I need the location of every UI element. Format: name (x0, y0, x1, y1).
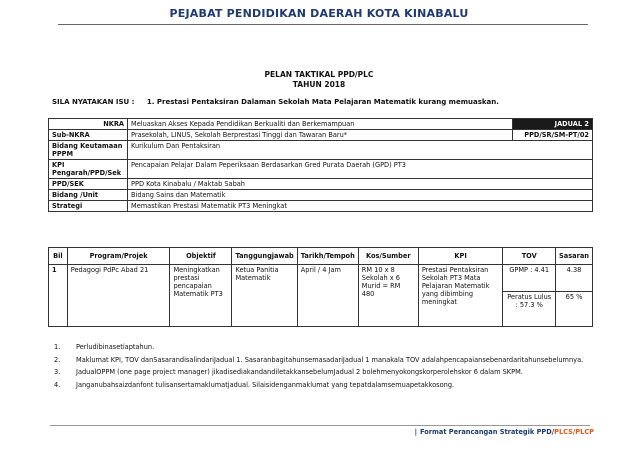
ppd-label: PPD/SEK (49, 179, 128, 190)
subnkra-value: Prasekolah, LINUS, Sekolah Berprestasi Tinggi dan Tawaran Baru* (128, 130, 513, 141)
row-tarikh: April / 4 Jam (297, 265, 358, 327)
bidang-value: Kurikulum Dan Pentaksiran (128, 141, 593, 160)
plan-year: TAHUN 2018 (292, 80, 346, 89)
note-item (54, 343, 596, 353)
unit-value: Bidang Sains dan Matematik (128, 190, 593, 201)
row-tanggungjawab: Ketua Panitia Matematik (232, 265, 297, 327)
jadual-badge: JADUAL 2 (513, 119, 593, 130)
plan-header-row (49, 248, 593, 265)
row-tov-gpmp: GPMP : 4.41 (503, 265, 556, 292)
document-title (0, 70, 638, 90)
note-item (54, 381, 596, 391)
kpi-value: Pencapaian Pelajar Dalam Peperiksaan Berdasarkan Gred Purata Daerah (GPD) PT3 (128, 160, 593, 179)
col-kos: Kos/Sumber (358, 248, 418, 265)
row-sasaran-gpmp: 4.38 (556, 265, 593, 292)
row-objektif: Meningkatkan prestasi pencapaian Matematik PT3 (170, 265, 232, 327)
plan-table (48, 247, 593, 327)
col-tarikh: Tarikh/Tempoh (297, 248, 358, 265)
plan-row (49, 265, 593, 292)
subnkra-code: PPD/SR/SM-PT/02 (513, 130, 593, 141)
footer-bar: | (414, 428, 417, 436)
col-objektif: Objektif (170, 248, 232, 265)
ppd-value: PPD Kota Kinabalu / Maktab Sabah (128, 179, 593, 190)
issue-label: SILA NYATAKAN ISU : (52, 98, 135, 106)
col-sasaran: Sasaran (556, 248, 593, 265)
kpi-label: KPI Pengarah/PPD/Sek (49, 160, 128, 179)
kpi-row (49, 160, 593, 179)
row-kos: RM 10 x 8 Sekolah x 6 Murid = RM 480 (358, 265, 418, 327)
note-text: JadualOPPM (one page project manager) jikadisediakandandiletakkansebelumJadual 2 bolehmenyokongskorperolehskor 6 dalam SKPM. (76, 368, 523, 376)
row-bil: 1 (49, 265, 68, 327)
strategi-value: Memastikan Prestasi Matematik PT3 Meningkat (128, 201, 593, 212)
col-tov: TOV (503, 248, 556, 265)
notes-list (54, 343, 596, 393)
nkra-value: Meluaskan Akses Kepada Pendidikan Berkualiti dan Berkemampuan (128, 119, 513, 130)
note-number: 3. (54, 368, 61, 376)
col-tanggungjawab: Tanggungjawab (232, 248, 297, 265)
footer-highlight: PLCS/PLCP (554, 428, 594, 436)
strategi-row (49, 201, 593, 212)
plan-title: PELAN TAKTIKAL PPD/PLC (264, 70, 374, 79)
note-number: 2. (54, 355, 61, 364)
page-header-title: PEJABAT PENDIDIKAN DAERAH KOTA KINABALU (169, 7, 469, 20)
issue-text: 1. Prestasi Pentaksiran Dalaman Sekolah Mata Pelajaran Matematik kurang memuaskan. (146, 98, 499, 106)
note-item (54, 356, 596, 366)
header-divider (58, 24, 588, 25)
col-program: Program/Projek (67, 248, 170, 265)
note-text: Janganubahsaizdanfont tulisansertamaklumatjadual. Silaisidenganmaklumat yang tepatdalamsemuapetakkosong. (76, 380, 455, 389)
row-program: Pedagogi PdPc Abad 21 (67, 265, 170, 327)
nkra-label: NKRA (49, 119, 128, 130)
note-text: Perludibinasetiaptahun. (76, 343, 155, 351)
col-kpi: KPI (418, 248, 503, 265)
note-number: 4. (54, 380, 61, 389)
ppd-row (49, 179, 593, 190)
note-item (54, 368, 596, 378)
col-bil: Bil (49, 248, 68, 265)
nkra-row (49, 119, 593, 130)
subnkra-row (49, 130, 593, 141)
info-table (48, 118, 593, 212)
note-number: 1. (54, 343, 61, 351)
strategi-label: Strategi (49, 201, 128, 212)
row-kpi: Prestasi Pentaksiran Sekolah PT3 Mata Pelajaran Matematik yang dibimbing meningkat (418, 265, 503, 327)
unit-row (49, 190, 593, 201)
bidang-row (49, 141, 593, 160)
unit-label: Bidang /Unit (49, 190, 128, 201)
subnkra-label: Sub-NKRA (49, 130, 128, 141)
footer-divider (50, 425, 590, 426)
issue-statement (52, 98, 499, 106)
row-tov-lulus: Peratus Lulus : 57.3 % (503, 292, 556, 327)
page-footer (415, 428, 594, 436)
row-sasaran-lulus: 65 % (556, 292, 593, 327)
bidang-label: Bidang Keutamaan PPPM (49, 141, 128, 160)
footer-text: Format Perancangan Strategik PPD/ (420, 428, 555, 436)
note-text: Maklumat KPI, TOV danSasarandisalindariJadual 1. SasaranbagitahunsemasadariJadual 1 manakala TOV adalahpencapaiansebenardaritahunsebelumnya. (76, 355, 584, 364)
